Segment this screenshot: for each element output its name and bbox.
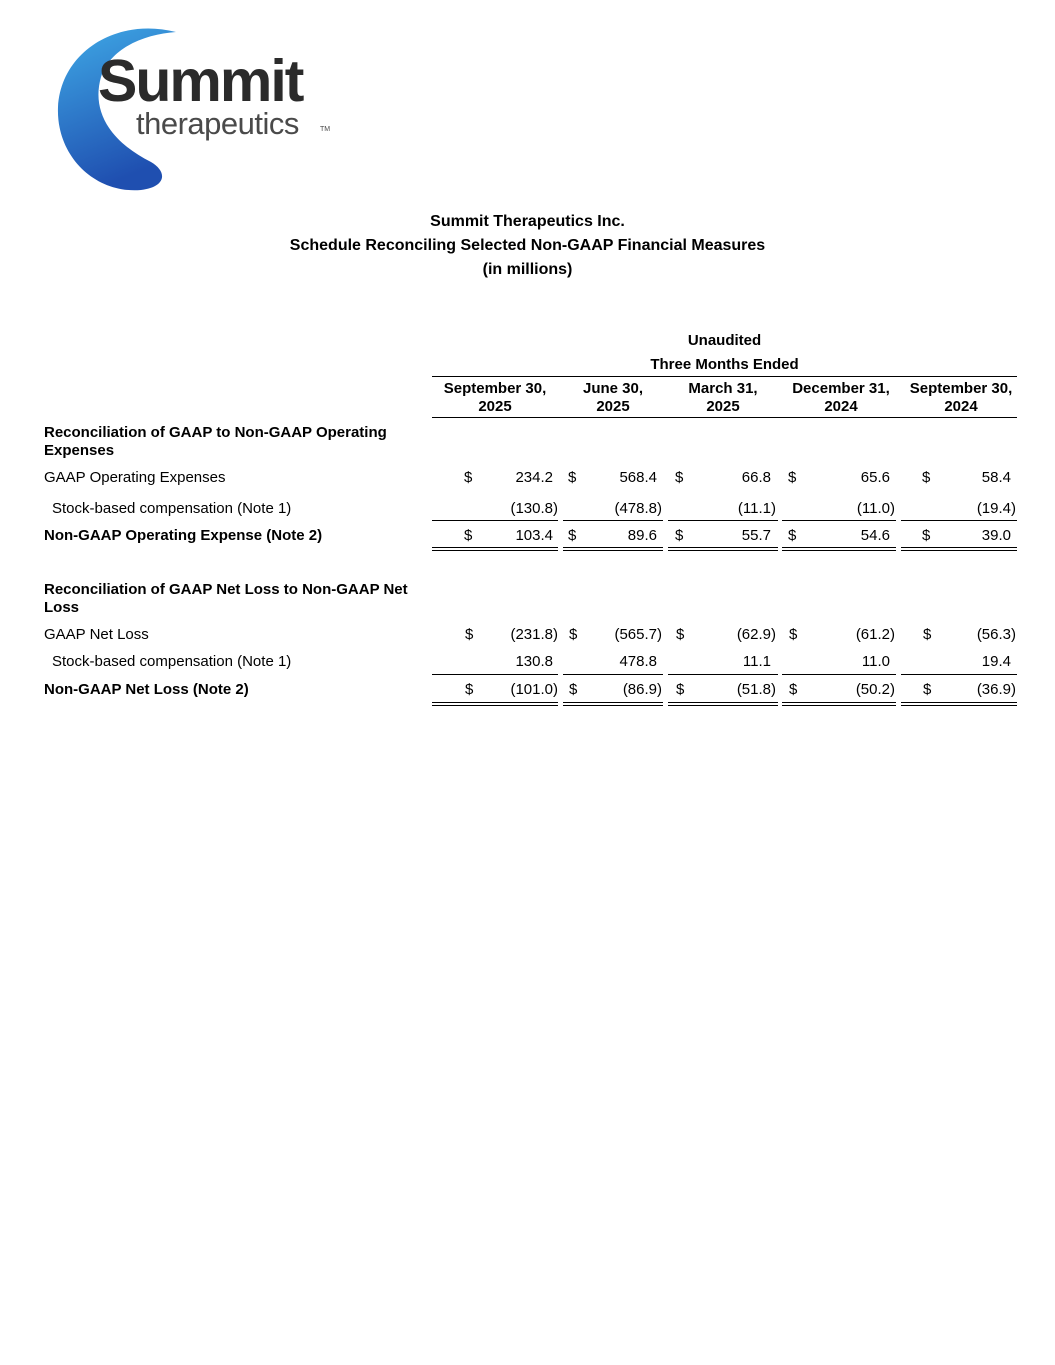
unaudited-label: Unaudited (687, 332, 762, 349)
total-double-rule (563, 702, 663, 706)
total-double-rule (782, 547, 896, 551)
currency-symbol: $ (789, 626, 798, 643)
total-double-rule (432, 702, 558, 706)
total-double-rule (432, 547, 558, 551)
cell-value: (101.0) (510, 681, 558, 698)
currency-symbol: $ (676, 626, 685, 643)
currency-symbol: $ (675, 469, 684, 486)
column-header: March 31, 2025 (688, 380, 758, 415)
cell-value: 65.6 (860, 469, 890, 486)
row-label: Non-GAAP Operating Expense (Note 2) (44, 527, 323, 544)
cell-value: 130.8 (515, 653, 553, 670)
subtotal-rule (668, 674, 778, 675)
currency-symbol: $ (569, 681, 578, 698)
currency-symbol: $ (464, 469, 473, 486)
company-name: Summit Therapeutics Inc. (430, 213, 625, 230)
row-label: Non-GAAP Net Loss (Note 2) (44, 681, 249, 698)
cell-value: (19.4) (976, 500, 1016, 517)
cell-value: 11.0 (861, 653, 890, 670)
column-header: June 30, 2025 (582, 380, 644, 415)
subtotal-rule (782, 520, 896, 521)
cell-value: (11.1) (737, 500, 776, 517)
total-double-rule (668, 547, 778, 551)
row-label: Stock-based compensation (Note 1) (52, 653, 292, 670)
cell-value: (36.9) (976, 681, 1016, 698)
row-label: GAAP Operating Expenses (44, 469, 226, 486)
total-double-rule (782, 702, 896, 706)
cell-value: (478.8) (614, 500, 662, 517)
currency-symbol: $ (922, 527, 931, 544)
total-double-rule (668, 702, 778, 706)
cell-value: 54.6 (860, 527, 890, 544)
cell-value: 89.6 (627, 527, 657, 544)
cell-value: (50.2) (855, 681, 895, 698)
currency-symbol: $ (464, 527, 473, 544)
cell-value: (565.7) (614, 626, 662, 643)
logo-trademark: TM (320, 126, 331, 133)
subtotal-rule (901, 520, 1017, 521)
cell-value: (130.8) (510, 500, 558, 517)
currency-symbol: $ (465, 626, 474, 643)
cell-value: (231.8) (510, 626, 558, 643)
section-heading: Reconciliation of GAAP to Non-GAAP Operating Expenses (44, 424, 387, 459)
subtotal-rule (901, 674, 1017, 675)
currency-symbol: $ (568, 469, 577, 486)
subtotal-rule (563, 520, 663, 521)
cell-value: 478.8 (619, 653, 657, 670)
report-title: Schedule Reconciling Selected Non-GAAP Financial Measures (289, 237, 766, 254)
column-header-rule (432, 417, 1017, 418)
total-double-rule (563, 547, 663, 551)
cell-value: 39.0 (981, 527, 1011, 544)
cell-value: 58.4 (981, 469, 1011, 486)
currency-symbol: $ (788, 469, 797, 486)
cell-value: 103.4 (515, 527, 553, 544)
subtotal-rule (563, 674, 663, 675)
currency-symbol: $ (923, 626, 932, 643)
subtotal-rule (432, 520, 558, 521)
subtotal-rule (432, 674, 558, 675)
cell-value: 55.7 (741, 527, 771, 544)
currency-symbol: $ (676, 681, 685, 698)
cell-value: 234.2 (515, 469, 553, 486)
row-label: GAAP Net Loss (44, 626, 149, 643)
subtotal-rule (668, 520, 778, 521)
total-double-rule (901, 702, 1017, 706)
column-header: September 30, 2024 (909, 380, 1013, 415)
logo-wordmark: Summit (98, 48, 303, 114)
logo-subtitle: therapeutics (136, 106, 299, 141)
row-label: Stock-based compensation (Note 1) (52, 500, 292, 517)
cell-value: 66.8 (741, 469, 771, 486)
column-header: December 31, 2024 (792, 380, 890, 415)
cell-value: 19.4 (981, 653, 1011, 670)
period-group-label: Three Months Ended (650, 356, 799, 373)
currency-symbol: $ (923, 681, 932, 698)
cell-value: (86.9) (622, 681, 662, 698)
currency-symbol: $ (675, 527, 684, 544)
total-double-rule (901, 547, 1017, 551)
summit-logo (56, 22, 346, 194)
cell-value: (11.0) (856, 500, 895, 517)
currency-symbol: $ (789, 681, 798, 698)
cell-value: (61.2) (855, 626, 895, 643)
subtotal-rule (782, 674, 896, 675)
cell-value: (51.8) (736, 681, 776, 698)
currency-symbol: $ (568, 527, 577, 544)
section-heading: Reconciliation of GAAP Net Loss to Non-GAAP Net Loss (44, 581, 408, 616)
header-rule (432, 376, 1017, 377)
cell-value: (62.9) (736, 626, 776, 643)
currency-symbol: $ (465, 681, 474, 698)
cell-value: (56.3) (976, 626, 1016, 643)
report-units: (in millions) (482, 261, 573, 278)
currency-symbol: $ (922, 469, 931, 486)
currency-symbol: $ (788, 527, 797, 544)
currency-symbol: $ (569, 626, 578, 643)
column-header: September 30, 2025 (443, 380, 547, 415)
cell-value: 11.1 (742, 653, 771, 670)
cell-value: 568.4 (619, 469, 657, 486)
